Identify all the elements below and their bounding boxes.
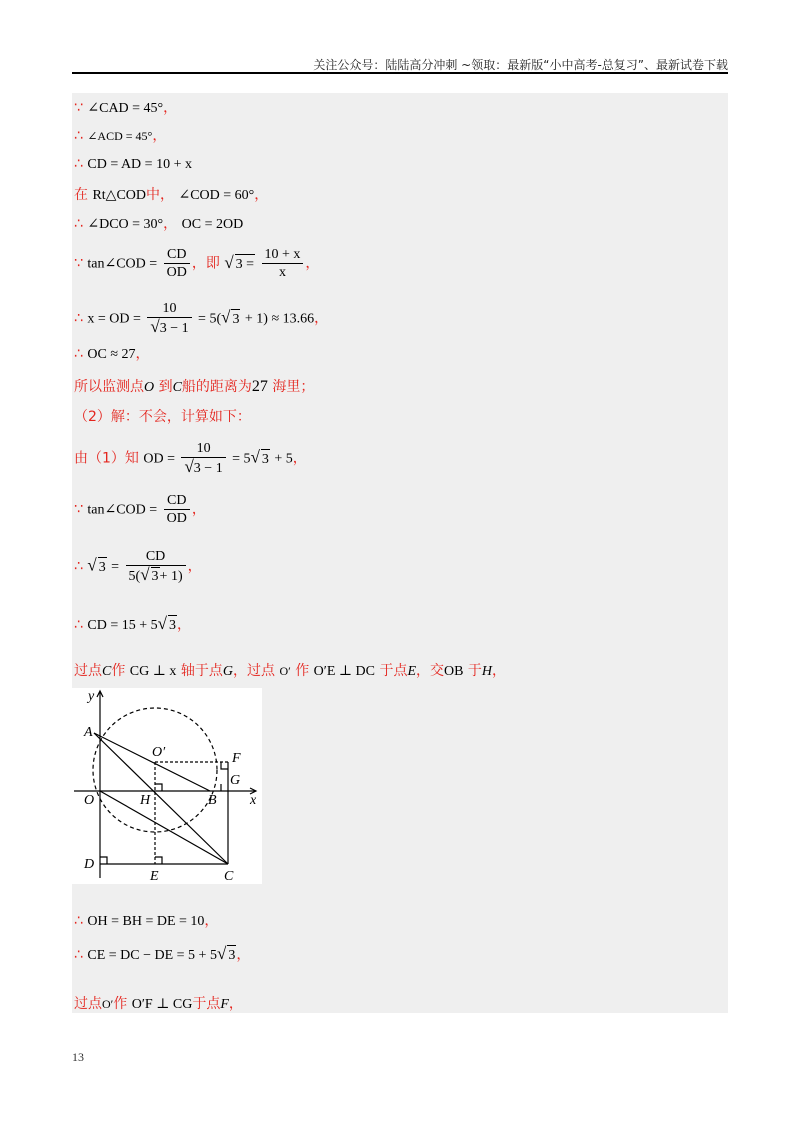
math-expr: x = OD = — [87, 311, 141, 327]
punct: ， — [163, 216, 178, 232]
coordinate-diagram — [72, 688, 262, 884]
punct: ， — [236, 947, 251, 963]
math-expr: CE = DC − DE = 5 + 5 — [87, 948, 217, 963]
punct: ， — [187, 558, 202, 575]
text: 于点 — [192, 996, 221, 1012]
line-17: ∴ CE = DC − DE = 5 + 5√ 3， — [74, 944, 250, 966]
header-rule — [72, 72, 728, 74]
radicand: 3 — [261, 449, 270, 470]
fraction — [126, 548, 186, 585]
text: 在 — [74, 187, 88, 203]
punct: ， — [135, 346, 150, 362]
text: ，即 — [191, 255, 220, 272]
punct: ， — [314, 310, 329, 327]
math-expr: ∠CAD = 45° — [87, 101, 164, 116]
text: 中， — [146, 187, 175, 203]
line-9 — [74, 377, 314, 398]
text: 到 — [158, 379, 173, 395]
text: 于 — [467, 663, 482, 679]
fraction — [147, 300, 191, 337]
math-expr: CD = AD = 10 + x — [87, 157, 192, 172]
because-symbol: ∵ — [74, 501, 83, 518]
line-16 — [74, 911, 218, 932]
line-6 — [74, 246, 319, 281]
numerator: CD — [126, 548, 186, 566]
text: 过点 — [74, 663, 102, 679]
math-expr: OB — [444, 664, 464, 679]
label-o: O — [84, 793, 95, 808]
radicand: 3 − 1 — [193, 461, 223, 476]
line-14: ∴ CD = 15 + 5√ 3， — [74, 614, 191, 636]
punct: ， — [254, 187, 269, 203]
because-symbol: ∵ — [74, 100, 83, 116]
line-11: 由（1）知 OD = $\frac{10}{√3 - 1}$ = 5√ 3 + 5， — [74, 441, 307, 476]
line-12 — [74, 492, 206, 527]
punct: ， — [228, 996, 243, 1012]
numerator: 10 + x — [262, 246, 304, 264]
denominator: x — [278, 265, 286, 280]
math-expr: tan∠COD = — [87, 502, 158, 518]
label-e: E — [150, 869, 159, 884]
numerator: CD — [164, 246, 190, 264]
denominator: √3 − 1 — [150, 317, 189, 336]
den-part: 5( — [128, 569, 141, 584]
right-angle-d — [100, 857, 107, 864]
punct: ， — [204, 913, 219, 929]
point-label: C — [172, 380, 182, 395]
text: 船的距离为 — [181, 379, 252, 395]
text: ，过点 — [233, 663, 275, 679]
label-b: B — [208, 793, 217, 808]
therefore-symbol: ∴ — [74, 216, 83, 232]
math-expr: = 5 — [232, 451, 251, 467]
math-expr: OD = — [143, 451, 175, 467]
math-expr: = 5( — [198, 311, 222, 327]
page-header: 关注公众号：陆陆高分冲刺 ~领取：最新版“小中高考-总复习”、最新试卷下载 — [313, 58, 728, 72]
math-expr: CG ⊥ x — [129, 664, 177, 679]
punct: ， — [305, 255, 320, 272]
math-expr: = — [111, 559, 120, 575]
therefore-symbol: ∴ — [74, 346, 83, 362]
line-10: （2）解：不会，计算如下： — [74, 409, 251, 425]
label-g: G — [230, 773, 241, 788]
right-angle-h — [155, 784, 162, 791]
line-3 — [74, 154, 192, 175]
right-angle-e — [155, 857, 162, 864]
line-4 — [74, 185, 268, 206]
text: ，交 — [416, 663, 445, 679]
label-c: C — [224, 869, 234, 884]
label-a: A — [84, 725, 93, 740]
therefore-symbol: ∴ — [74, 558, 83, 575]
page-number: 13 — [72, 1050, 84, 1064]
denominator: √3 − 1 — [184, 457, 223, 476]
line-2 — [74, 126, 166, 146]
text: 作 — [295, 663, 310, 679]
therefore-symbol: ∴ — [74, 617, 83, 633]
numerator: 10 — [147, 300, 191, 318]
math-expr: ∠COD = 60° — [178, 188, 255, 203]
point-label: E — [407, 664, 417, 679]
radicand: 3 = — [235, 254, 255, 275]
math-expr: ∠ACD = 45° — [87, 129, 153, 143]
text: 于点 — [379, 663, 408, 679]
therefore-symbol: ∴ — [74, 128, 83, 144]
denominator: OD — [166, 265, 187, 280]
label-f: F — [232, 751, 241, 766]
math-expr: OH = BH = DE = 10 — [87, 914, 205, 929]
punct: ， — [163, 100, 178, 116]
math-expr: OC = 2OD — [181, 217, 244, 232]
punct: ， — [292, 450, 307, 467]
text: 过点 — [74, 996, 102, 1012]
math-expr: √ 3 = — [224, 257, 255, 272]
math-expr: + 1) ≈ 13.66 — [244, 311, 315, 327]
punct: ， — [152, 128, 167, 144]
fraction — [164, 246, 190, 281]
denominator: OD — [166, 511, 187, 526]
therefore-symbol: ∴ — [74, 156, 83, 172]
point-label: C — [102, 664, 112, 679]
radicand: 3 — [168, 615, 177, 636]
label-h: H — [140, 793, 151, 808]
text: 所以监测点 — [74, 379, 144, 395]
point-label: H — [481, 664, 493, 679]
text: 作 — [111, 663, 126, 679]
math-expr: O′ — [102, 997, 114, 1011]
point-label: G — [222, 664, 233, 679]
radicand: 3 — [227, 945, 236, 966]
numerator: 10 — [181, 440, 225, 458]
line-5 — [74, 214, 243, 235]
point-label: O — [144, 380, 155, 395]
fraction — [262, 246, 304, 281]
line-15 — [74, 661, 506, 682]
line-18 — [74, 994, 243, 1015]
geometry-figure — [72, 688, 262, 884]
den-part: + 1) — [159, 569, 183, 584]
radicand: 3 — [98, 557, 107, 578]
label-y: y — [88, 689, 95, 704]
math-expr: O′E ⊥ DC — [313, 664, 375, 679]
point-label: F — [220, 997, 229, 1012]
line-13: ∴ √ 3 = $\frac{CD}{5(√ 3+ 1)}$ ， — [74, 549, 202, 584]
punct: ， — [191, 501, 206, 518]
math-expr: O′F ⊥ CG — [131, 997, 193, 1012]
label-x: x — [250, 793, 257, 808]
therefore-symbol: ∴ — [74, 947, 83, 963]
denominator: 5(√ 3+ 1) — [128, 565, 183, 584]
line-8 — [74, 344, 150, 365]
fraction — [164, 492, 190, 527]
text: 作 — [113, 996, 128, 1012]
text: ， — [492, 663, 507, 679]
text: 海里； — [272, 379, 315, 395]
text: 轴于点 — [180, 663, 223, 679]
therefore-symbol: ∴ — [74, 913, 83, 929]
radicand: 3 — [231, 309, 240, 330]
radicand: 3 — [151, 569, 159, 584]
label-o-prime: O′ — [152, 745, 166, 760]
math-expr: OC ≈ 27 — [87, 347, 136, 362]
math-expr: + 5 — [274, 451, 293, 467]
text: 由（1）知 — [74, 450, 139, 467]
math-expr: CD = 15 + 5 — [87, 618, 158, 633]
distance-value: 27 — [251, 378, 268, 395]
because-symbol: ∵ — [74, 255, 83, 272]
line-7: ∴ x = OD = $\frac{10}{√3 - 1}$ = 5(√ 3 + 1) ≈ 13.66， — [74, 301, 329, 336]
math-expr: O′ — [279, 664, 291, 678]
math-expr: ∠DCO = 30° — [87, 217, 164, 232]
fraction — [181, 440, 225, 477]
punct: ， — [176, 617, 191, 633]
radicand: 3 − 1 — [159, 321, 189, 336]
math-expr: Rt△COD — [92, 188, 147, 203]
right-angle-f — [221, 762, 228, 769]
label-d: D — [84, 857, 95, 872]
line-1 — [74, 98, 177, 119]
math-expr: tan∠COD = — [87, 256, 158, 272]
numerator: CD — [164, 492, 190, 510]
therefore-symbol: ∴ — [74, 310, 83, 327]
